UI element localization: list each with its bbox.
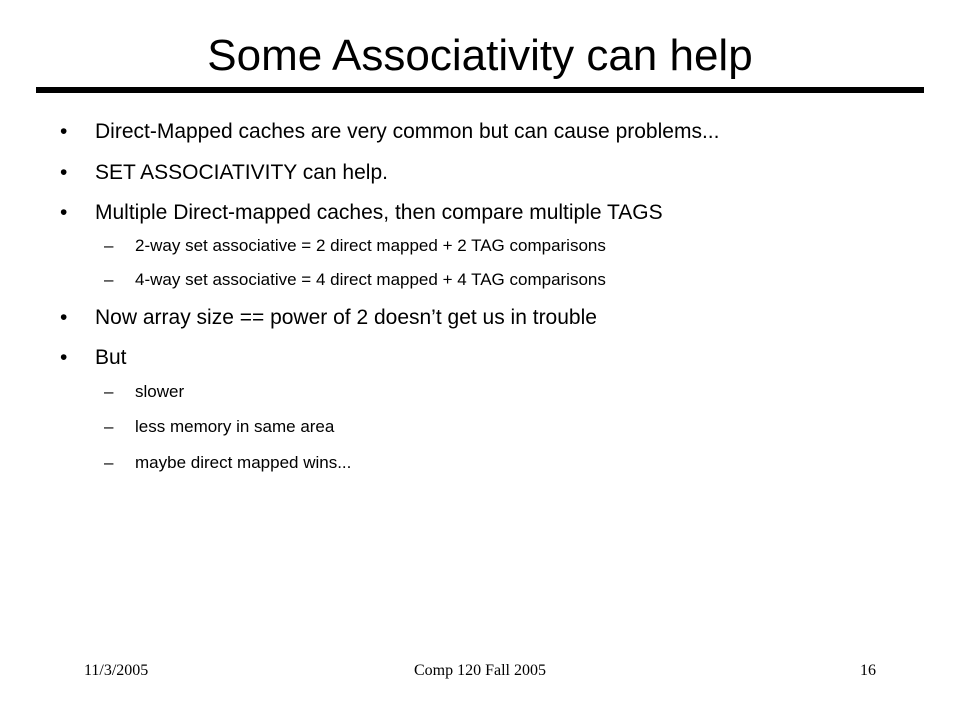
dash-marker: – [104,270,114,289]
dash-marker: – [104,453,114,472]
bullet-text: SET ASSOCIATIVITY can help. [95,161,388,184]
slide-title: Some Associativity can help [207,31,753,80]
sub-bullet-text: less memory in same area [135,417,335,436]
bullet-marker: • [60,306,68,329]
bullet-marker: • [60,201,68,224]
bullet-text: Multiple Direct-mapped caches, then compare multiple TAGS [95,201,663,224]
bullet-marker: • [60,120,68,143]
sub-bullet-text: 4-way set associative = 4 direct mapped + 4 TAG comparisons [135,270,606,289]
bullet-text: Direct-Mapped caches are very common but can cause problems... [95,120,720,143]
sub-bullet-text: 2-way set associative = 2 direct mapped + 2 TAG comparisons [135,236,606,255]
bullet-marker: • [60,161,68,184]
bullet-marker: • [60,346,68,369]
bullet-text: Now array size == power of 2 doesn’t get us in trouble [95,306,597,329]
footer-date: 11/3/2005 [84,662,149,679]
footer-course: Comp 120 Fall 2005 [413,662,546,679]
dash-marker: – [104,382,114,401]
bullet-text: But [95,346,127,369]
sub-bullet-text: slower [135,382,185,401]
dash-marker: – [104,417,114,436]
dash-marker: – [104,236,114,255]
page-number: 16 [860,662,876,679]
sub-bullet-text: maybe direct mapped wins... [135,453,352,472]
